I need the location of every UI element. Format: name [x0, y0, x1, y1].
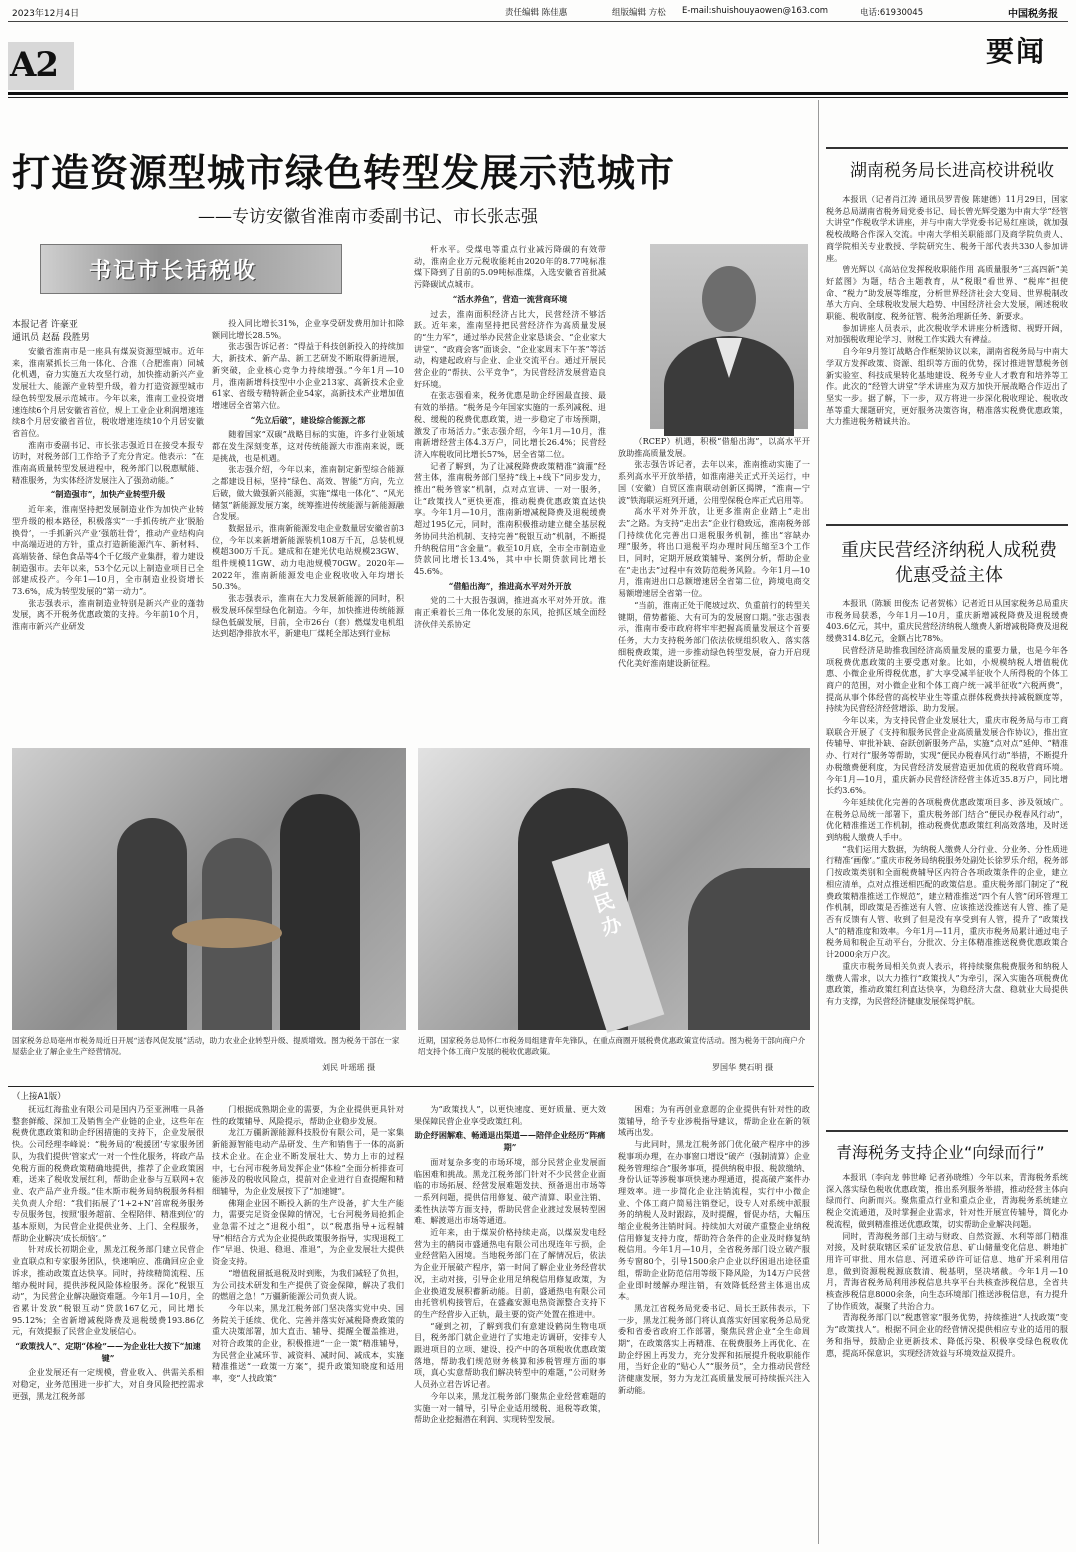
photo-right-credit: 罗国华 樊石明 摄	[712, 1063, 774, 1072]
masthead-rule-thin	[8, 97, 1068, 98]
photo-right-policy-promo	[418, 748, 810, 1030]
header-rule	[8, 21, 1068, 22]
paragraph: 为“政策找人”，以更快速度、更好质量、更大效果保障民营企业享受政策红利。	[414, 1104, 606, 1126]
continuation-column-1	[12, 1104, 204, 1544]
paragraph: 参加讲座人员表示，此次税收学术讲座分析透彻、视野开阔，对加强税收理论学习、财税工作实践大有裨益。	[826, 322, 1068, 345]
continuation-column-2	[212, 1104, 404, 1544]
paragraph: “我们运用大数据，为纳税人缴费人分行业、分业务、分性质进行精准‘画像’。”重庆市税务局纳税服务处副处长徐罗乐介绍，税务部门按政策类别和全面税费辅导区内符合各项政策条件的企业，建立相应清单，点对点推送相匹配的政策信息。重庆税务部门制定了“税费政策精准推送工作规范”，建立精准推送“四个有人管”闭环管理工作机制，即政策是否推送有人管、应该推送没推送有人管、推了是否有反馈有人管、收到了但是没有享受到有人管，提升了“政策找人”的精准度和效率。今年1月—11月，重庆市税务局累计通过电子税务局和税企互动平台，分批次、分主体精准推送税费优惠政策合计2000余万户次。	[826, 843, 1068, 960]
paragraph: 淮南市委副书记、市长张志强近日在接受本报专访时，对税务部门工作给予了充分肯定。他表示：“在淮南高质量转型发展进程中，税务部门以税惠赋能、精准服务，为实体经济发展注入了强劲动能。”	[12, 439, 204, 485]
main-article-column-1	[12, 346, 204, 726]
issue-date: 2023年12月4日	[12, 9, 80, 19]
section-subheading: “借船出海”，推进高水平对外开放	[448, 580, 572, 591]
section-subheading: “先立后破”，建设综合能源之都	[250, 414, 366, 425]
paragraph: 门根据成熟期企业的需要，为企业提供更具针对性的政策辅导、风险提示，帮助企业稳步发展。	[212, 1104, 404, 1126]
paragraph: “当前，淮南正处于爬坡过坎、负重前行的转型关键期，借势蓄能、大有可为的发展窗口期。”张志强表示，淮南市委市政府将牢牢把握高质量发展这个首要任务，大力支持税务部门依法依规组织收入、落实落细税费政策，进一步推动绿色转型发展，奋力开启现代化美好淮南建设新征程。	[618, 599, 810, 669]
photo-left-credit: 刘民 叶瑶瑶 摄	[322, 1063, 376, 1072]
paragraph: 自今年9月签订战略合作框架协议以来，湖南省税务局与中南大学双方发挥政策、资源、组织等方面的优势，探讨推进智慧税务创新实验室、科技成果转化基地建设、税务专业人才教育和培养等工作。此次的“经管大讲堂”学术讲座为双方加快开展战略合作迈出了坚实一步。据了解，下一步，双方将进一步深化税收理论、税收改革等重大课题研究，更好服务决策咨询，精准落实税费优惠政策，大力推进税务精诚共治。	[826, 346, 1068, 427]
figure-shopkeeper	[688, 868, 810, 1030]
paragraph: 黑龙江省税务局党委书记、局长王跃伟表示，下一步，黑龙江税务部门将认真落实好国家税务总局党委和省委省政府工作部署，聚焦民营企业“全生命周期”，在政策落实上再精准、在税费服务上再优化、在助企纾困上再发力，充分发挥和拓展提升税收职能作用，当好企业的“贴心人”“服务员”，全力推动民营经济健康发展，努力为龙江高质量发展可持续振兴注入新动能。	[618, 1302, 810, 1395]
paragraph: 青海税务部门以“税惠管家”服务优势，持续推进“人找政策”变为“政策找人”。根据不同企业的经营情况提供相应专业的适用的服务和指导，鼓励企业更新技术、降低污染、积极享受绿色税收优惠，提高环保意识，实现经济效益与环境效益双提升。	[826, 1312, 1068, 1358]
paragraph: 佛翔企业因不断投入新的生产设备，扩大生产能力，需要完足资金保障的情况，七台河税务局抢抓企业急需不过之“退税小组”，以“税惠指导+远程辅导”相结合方式为企业提供政策服务指导，实现退税工作“早退、快退、稳退、准退”，为企业发展壮大提供资金支持。	[212, 1197, 404, 1267]
section-subheading: “政策找人”、定期“体检”——为企业壮大按下“加速键”	[15, 1341, 201, 1363]
paragraph: “增值税留抵退税及时到账，为我们减轻了负担，为公司技术研发和生产提供了资金保障，解决了我们的燃眉之急！”万疆新能源公司负责人说。	[212, 1267, 404, 1302]
sidebar-article-1-title: 湖南税务局长进高校讲税收	[850, 161, 1054, 181]
paragraph: 曾光辉以《高站位发挥税收职能作用 高质量服务“三高四新”美好蓝图》为题，结合主题教育，从“税眼”看世界、“税库”担使命、“税力”助发展等维度，分析世界经济社会大变局、世界税制改革大方向、全球税收发展大趋势、中国经济社会大发展，阐述税收职能、税收制度、税务征管、税务治理新任务、新要求。	[826, 264, 1068, 322]
byline-reporter: 本报记者 许豪亚	[12, 320, 78, 330]
contact-email: E-mail:shuishouyaowen@163.com	[682, 6, 829, 16]
section-subheading: “活水养鱼”，营造一流营商环境	[452, 293, 568, 304]
paragraph: 今年以来，黑龙江税务部门聚焦企业经营难题的实施一对一辅导，引导企业适用缓税、退税等政策，帮助企业挖掘潜在利润、实现转型发展。	[414, 1390, 606, 1425]
portrait-photo	[650, 244, 808, 429]
main-subheadline: ——专访安徽省淮南市委副书记、市长张志强	[198, 207, 538, 227]
paragraph: 民营经济是助推我国经济高质量发展的重要力量，也是今年各项税费优惠政策的主要受惠对象。比如，小规模纳税人增值税优惠、小微企业所得税优惠，扩大享受减半征收个人所得税的个体工商户的范围，对小微企业和个体工商户统一减半征收“六税两费”，提高从事个体经营的高校毕业生等重点群体税费扶持减税额度等，持续为民营经济经营增添、助力发展。	[826, 644, 1068, 714]
sidebar-rule-3	[826, 1130, 1068, 1132]
sidebar-article-3-title: 青海税务支持企业“向绿而行”	[836, 1143, 1045, 1162]
paragraph: 困难；为有再创业意愿的企业提供有针对性的政策辅导，给予专业涉税指导建议，帮助企业在新的领域再出发。	[618, 1104, 810, 1138]
photo-left-farm-visit	[12, 748, 406, 1030]
sidebar-rule-1	[826, 147, 1068, 149]
main-headline: 打造资源型城市绿色转型发展示范城市	[12, 150, 676, 195]
main-article-column-2	[212, 318, 404, 726]
mushroom-tray	[172, 918, 282, 948]
paragraph: 企业发展还有一定规模，营业收入、供需关系相对稳定，业务范围进一步扩大，对自身风险把控需求更强，黑龙江税务部	[12, 1367, 204, 1401]
sash-text: 便民办	[583, 865, 625, 940]
sidebar-article-2-title: 重庆民营经济纳税人成税费优惠受益主体	[841, 540, 1057, 586]
paragraph: 与此同时，黑龙江税务部门优化破产程序中的涉税事项办理，在办事窗口增设“破产（强制清算）企业税务管理综合”服务事项，提供纳税申报、税款缴纳、身份认证等涉税事项快速办理通道，提高破产案件办理效率。进一步简化企业注销流程，实行中小微企业、个体工商户简易注销登记，设专人对系统中派服务的纳税人及时跟踪，及时提醒，督促办结，大幅压缩企业税务注销时间。持续加大对破产重整企业纳税信用修复支持力度，帮助符合条件的企业及时修复纳税信用。今年1月—10月，全省税务部门设立破产服务专窗80个，引导1500余户企业以纾困退出途径重组，帮助企业防范信用等级下降风险，为14万户民营企业即时缓解办理注销，有效降低经营主体退出成本。	[618, 1139, 810, 1302]
paragraph: 本报讯（记者肖江涛 通讯员罗青俊 陈建德）11月29日，国家税务总局湖南省税务局党委书记、局长曾光辉受邀为中南大学“经管大讲堂”作税收学术讲座，并与中南大学党委书记易红座谈，就加强税校战略合作深入交流。中南大学相关职能部门及商学院负责人、商学院相关专业教授、学院研究生、税务干部代表共330人参加讲座。	[826, 194, 1068, 263]
paragraph: 安徽省淮南市是一座具有煤炭资源型城市。近年来，淮南紧抓长三角一体化、合淮（合肥淮南）同城化机遇，奋力实施五大攻坚行动，加快推动新兴产业发展壮大、能源产业转型升级，着力打造资源型城市绿色转型发展示范城市。今年以来，淮南工业投资增速连续6个月居安徽省首位，规上工业企业利润增速连续8个月居安徽省首位，税收增速连续10个月居安徽省首位。	[12, 346, 204, 438]
paragraph: “碰到之初，了解到我们有意建设鹤岗生物电项目，税务部门就企业进行了实地走访调研，安排专人跟进项目的立项、建设、投产中的各项税收优惠政策落地，帮助我们规范财务核算和涉税管理方面的事项，真心实意帮助我们解决转型中的难题，”公司财务人员孙立君告诉记者。	[414, 1320, 606, 1390]
continuation-rule	[8, 1086, 814, 1087]
paragraph: 党的二十大报告强调，推进高水平对外开放。淮南正乘着长三角一体化发展的东风，抢抓区域全面经济伙伴关系协定	[414, 595, 606, 629]
paragraph: 今年以来，黑龙江税务部门坚决落实党中央、国务院关于延续、优化、完善并落实好减税降费政策的重大决策部署，加大直击、辅导、提醒全覆盖推进，对符合政策的企业，积极推进“一企一策”精准辅导，为民营企业减环节、减资料、减时间、减成本，实施精准推送“一政策一方案”，提升政策知晓度和适用率，变“人找政策”	[212, 1302, 404, 1384]
paragraph: 过去，淮南面积经济占比大，民营经济不够活跃。近年来，淮南坚持把民营经济作为高质量发展的“生力军”，通过举办民营企业家恳谈会、“企业家大讲堂”、“政商会客”面谈会、“企业家周末下午茶”等活动，构建起政府与企业、企业交流平台。通过开展民营企业的“帮扶、公平竞争”，为民营经济发展营造良好环境。	[414, 308, 606, 389]
photo-right-caption: 近期，国家税务总局怀仁市税务局组建青年先锋队，在重点商圈开展税费优惠政策宣传活动。图为税务干部向商户介绍支持个体工商户发展的税收优惠政策。	[418, 1036, 806, 1056]
byline-correspondents: 通讯员 赵磊 段胜男	[12, 333, 90, 343]
paragraph: 本报讯（陈颖 田俊杰 记者贺栋）记者近日从国家税务总局重庆市税务局获悉，今年1月—10月，重庆新增减税降费及退税缓费403.6亿元，其中，重庆民营经济纳税人缴费人新增减税降费及退税缓费314.8亿元，金额占比78%。	[826, 598, 1068, 644]
paragraph: 张志强告诉记者：“得益于科技创新投入的持续加大，新技术、新产品、新工艺研发不断取得新进展，新突破，企业核心竞争力持续增强。”今年1月—10月，淮南新增科技型中小企业213家、高新技术企业61家、省级专精特新企业54家，高新技术产业增加值增速居全省第六位。	[212, 341, 404, 410]
paragraph: 本报讯（李向龙 韩世峰 记者孙晓维）今年以来，青海税务系统深入落实绿色税收优惠政策，推出系列服务举措，推动经营主体向绿而行、向新而兴。聚焦重点行业和重点企业，青海税务系统建立税企交流通道，及时掌握企业需求，针对性开展宣传辅导，简化办税流程，做到精准推送优惠政策，切实帮助企业解决问题。	[826, 1172, 1068, 1229]
sidebar-article-3-body	[826, 1172, 1068, 1544]
figure-officer-right	[280, 794, 360, 1030]
paragraph: 在张志强看来，税务优惠是助企纾困最直接、最有效的举措。“税务是今年国家实施的一系列减税、退税、缓税的税费优惠政策，进一步稳定了市场预期，激发了市场活力。”张志强介绍，今年1月—10月，淮南新增经营主体4.3万户，同比增长26.4%；民营经济入库税收同比增长57%，居全省第二位。	[414, 390, 606, 459]
continuation-column-4	[618, 1104, 810, 1544]
sidebar-divider	[818, 100, 819, 1544]
page-number: A2	[10, 45, 59, 85]
paragraph: 重庆市税务局相关负责人表示，将持续聚焦税费服务和纳税人缴费人需求，以大力推行“政策找人”为牵引，深入实施各项税费优惠政策，推动政策红利直达快享，为稳经济大盘、稳就业大局提供有力支撑，为民营经济健康发展保驾护航。	[826, 960, 1068, 1006]
paragraph: 记者了解到，为了让减税降费政策精准“滴灌”经营主体，淮南税务部门坚持“线上+线下”同步发力，推出“税务管家”机制，点对点宣讲、一对一服务，让“政策找人”更快更准，推动税费优惠政策直达快享。今年1月—10月，淮南新增减税降费及退税缓费超过195亿元，同时，淮南积极推动建立健全基层税务协同共治机制、支持完善“税银互动”机制，不断提升纳税信用“含金量”。截至10月底，全市全市制造业贷款同比增长13.4%，其中中长期贷款同比增长45.6%。	[414, 460, 606, 576]
portrait-name	[650, 244, 651, 245]
continuation-column-3	[414, 1104, 606, 1544]
paragraph: 投入同比增长31%，企业享受研发费用加计扣除额同比增长28.5%。	[212, 318, 404, 340]
paragraph: 数据显示，淮南新能源发电企业数量居安徽省前3位，今年以来新增新能源装机108万千瓦，总装机规模超300万千瓦。建成和在建光伏电站规模23GW、组件规模11GW、动力电池规模70GW。2020年—2022年，淮南新能源发电企业税收收入年均增长50.3%。	[212, 522, 404, 592]
paragraph: 张志强介绍，今年以来，淮南制定新型综合能源之都建设目标，坚持“绿色、高效、智能”方向，先立后破，做大做强新兴能源，实施“煤电一体化”、“风光储氢”新能源发展方案，统筹推进传统能源与新能源融合发展。	[212, 464, 404, 522]
paragraph: 今年延续优化完善的各项税费优惠政策项目多、涉及领域广。在税务总局统一部署下，重庆税务部门结合“便民办税春风行动”，优化精准推送工作机制，推动税费优惠政策红利高效落地，及时送到纳税人缴费人手中。	[826, 796, 1068, 843]
layout-editor-credit: 组版编辑 方松	[612, 8, 666, 18]
sidebar-article-2-body	[826, 598, 1068, 1006]
column-badge-label: 书记市长话税收	[89, 258, 258, 284]
sidebar-article-1-body	[826, 194, 1068, 516]
paragraph: 高水平对外开放，让更多淮南企业踏上“走出去”之路。为支持“走出去”企业行稳致远，淮南税务部门持续优化完善出口退税服务机制，推出“容缺办理”服务，将出口退税平均办理时间压缩至3个工作日，同时，定期开展政策辅导、案例分析，帮助企业在“走出去”过程中有效防范税务风险。今年1月—10月，淮南进出口总额增速居全省第二位，跨境电商交易额增速居全省第一位。	[618, 506, 810, 599]
sidebar-rule-2	[826, 524, 1068, 526]
paragraph: （RCEP）机遇，积极“借船出海”，以高水平开放助推高质量发展。	[618, 436, 810, 458]
paper-name: 中国税务报	[1008, 9, 1058, 20]
paragraph: 同时，青海税务部门主动与财政、自然资源、水利等部门精准对接，及时获取辖区采矿证发放信息、矿山储量变化信息、耕地扩用许可审批、用水信息、河道采砂许可证信息、地矿开采利用信息，做到资源税税源底数清、税基明，坚决堵截。今年1月—10月，青海省税务局利用涉税信息共享平台共核查涉税信息，全省共核查涉税信息8000余条，向生态环境部门推送涉税信息，有力提升了协作质效，凝聚了共治合力。	[826, 1230, 1068, 1311]
paragraph: 张志强表示，淮南制造业特别是新兴产业的蓬勃发展，离不开税务优惠政策的支持。今年前10个月，淮南市新兴产业研发	[12, 597, 204, 632]
section-subheading: 助企纾困解难、畅通退出渠道——陪伴企业经历“阵痛期”	[414, 1130, 606, 1153]
editor-credit: 责任编辑 陈佳惠	[505, 8, 568, 18]
portrait-head	[702, 266, 756, 332]
paragraph: 张志强告诉记者，去年以来，淮南推动实施了一系列高水平开放举措，如淮南港关正式开关运行，中国（安徽）自贸区淮南联动创新区揭牌，“淮南—宁波”铁海联运班列开通，公用型保税仓库正式启用等。	[618, 459, 810, 505]
photo-left-caption: 国家税务总局亳州市税务局近日开展“送春风促发展”活动，助力农业企业转型升级、提质增效。图为税务干部在一家屋菇企业了解企业生产经营情况。	[12, 1036, 400, 1056]
paragraph: 今年以来，为支持民营企业发展壮大，重庆市税务局与市工商联联合开展了《支持和服务民营企业高质量发展合作协议》，推出宣传辅导、审批补缺、奋跃创新服务产品，实施“点对点”延伸、“精准办、行对行”服务等帮助，实现“便民办税春风行动”举措，不断提升办税缴费便利度，为民营经济发展营造更加优质的税收营商环境。今年1月—10月，重庆新办民营经济经营主体近35.8万户，同比增长约3.6%。	[826, 715, 1068, 796]
paragraph: 近年来，淮南坚持把发展制造业作为加快产业转型升级的根本路径，积极落实“一手抓传统产业‘脱胎换骨’，一手抓新兴产业‘强筋壮骨’，推动产业结构向中高端迈进的方针，重点打造新能源汽车、新材料、高端装备、绿色食品等4个千亿级产业集群，着力建设制造强市。去年以来，53个亿元以上制造业项目已全部建成投产。今年1—10月，全市制造业投资增长73.6%，成为转型发展的“第一动力”。	[12, 504, 204, 597]
paragraph: 面对复杂多变的市场环境，部分民营企业发展面临困难和挑战。黑龙江税务部门针对不少民营企业面临的市场拓展、经营发展难题发扶、预备退出市场等一系列问题，提供信用修复、破产清算、职业注销、柔性执法等方面支持，帮助民营企业渡过发展转型困难、解渡退出市场等通道。	[414, 1156, 606, 1226]
figure-officer-left	[117, 818, 187, 1030]
main-article-column-3	[414, 244, 606, 726]
paragraph: 张志强表示，淮南在大力发展新能源的同时，积极发展环保型绿色化制造。今年，加快推进传统能源绿色低碳发展，目前，全市26台（套）燃煤发电机组达到超净排放水平，新建电厂煤耗全部达到行业标	[212, 593, 404, 639]
column-badge	[40, 244, 342, 294]
paragraph: 针对成长初期企业，黑龙江税务部门建立民营企业直联点和专家服务团队，快速响应、准确回应企业诉求，推动政策直达快享。同时，持续精简流程、压缩办税时间，提供涉税风险体检服务。深化“税银互动”，为民营企业解决融资难题。今年1月—10月，全省累计发放“税银互动”贷款167亿元，同比增长95.12%；全省新增减税降费及退税缓费193.86亿元，有效提振了民营企业发展信心。	[12, 1244, 204, 1337]
paragraph: 龙江万疆新源能源科技股份有限公司，是一家集新能源智能电动产品研发、生产和销售于一体的高新技术企业。在企业不断发展壮大、势力上市的过程中，七台河市税务局发挥企业“体检”全面分析排查可能涉及的税收风险点，提前对企业进行自查提醒和精细辅导，为企业发展按下了“加速键”。	[212, 1127, 404, 1196]
masthead-rule-thick	[8, 92, 1068, 95]
paragraph: 近年来，由于煤炭价格持续走高，以煤炭发电经营为主的鹤岗市盛通热电有限公司出现连年亏损，企业经营陷入困境。当地税务部门在了解情况后，依法为企业开展破产程序，第一时间了解企业业务经营状况，主动对接，引导企业用足纳税信用修复政策，为企业换道发展积蓄新动能。目前，盛通热电有限公司由托管机构接管后，在盛鑫安源电热资源整合支持下的生产经营步入正轨，最主要的资产处置在推进中。	[414, 1227, 606, 1319]
section-subheading: “制造强市”，加快产业转型升级	[50, 489, 166, 500]
continuation-label: （上接A1版）	[12, 1092, 66, 1102]
paragraph: 杆水平。受煤电等重点行业减污降碳的有效带动，淮南企业万元税收能耗由2020年的8.77吨标准煤下降到了目前的5.09吨标准煤，入选安徽省首批减污降碳试点城市。	[414, 244, 606, 290]
paragraph: 抚远红海盐业有限公司是国内乃至亚洲唯一具备整套鲜酸、深加工及销售全产业链的企业，这些年在税费优惠政策和助企纾困措施的支持下，企业发展很快。公司经理李峰说：“税务局的‘税援团’专家服务团队，为我们提供‘管家式’一对一个性化服务，将政产品免税方面的税费政策精确地提供，推荐了企业政策困难，送来了税收发展红利，帮助企业参与互联网+农业、农产品产业升级。”佳木斯市税务局纳税服务科相关负责人介绍：“我们拓展了‘1+2+N’首席税务服务专员服务包，按照‘服务超前、全程陪伴、精准到位’的基本原则，为民营企业提供业务、上门、全程服务，帮助企业解决‘成长烦恼’。”	[12, 1104, 204, 1243]
section-name: 要闻	[986, 35, 1047, 68]
main-article-column-4	[618, 436, 810, 726]
contact-phone: 电话:61930045	[860, 8, 924, 18]
paragraph: 随着国家“双碳”战略目标的实施，许多行业领域都在发生深刻变革，这对传统能源大市淮南来说，既是挑战，也是机遇。	[212, 429, 404, 463]
